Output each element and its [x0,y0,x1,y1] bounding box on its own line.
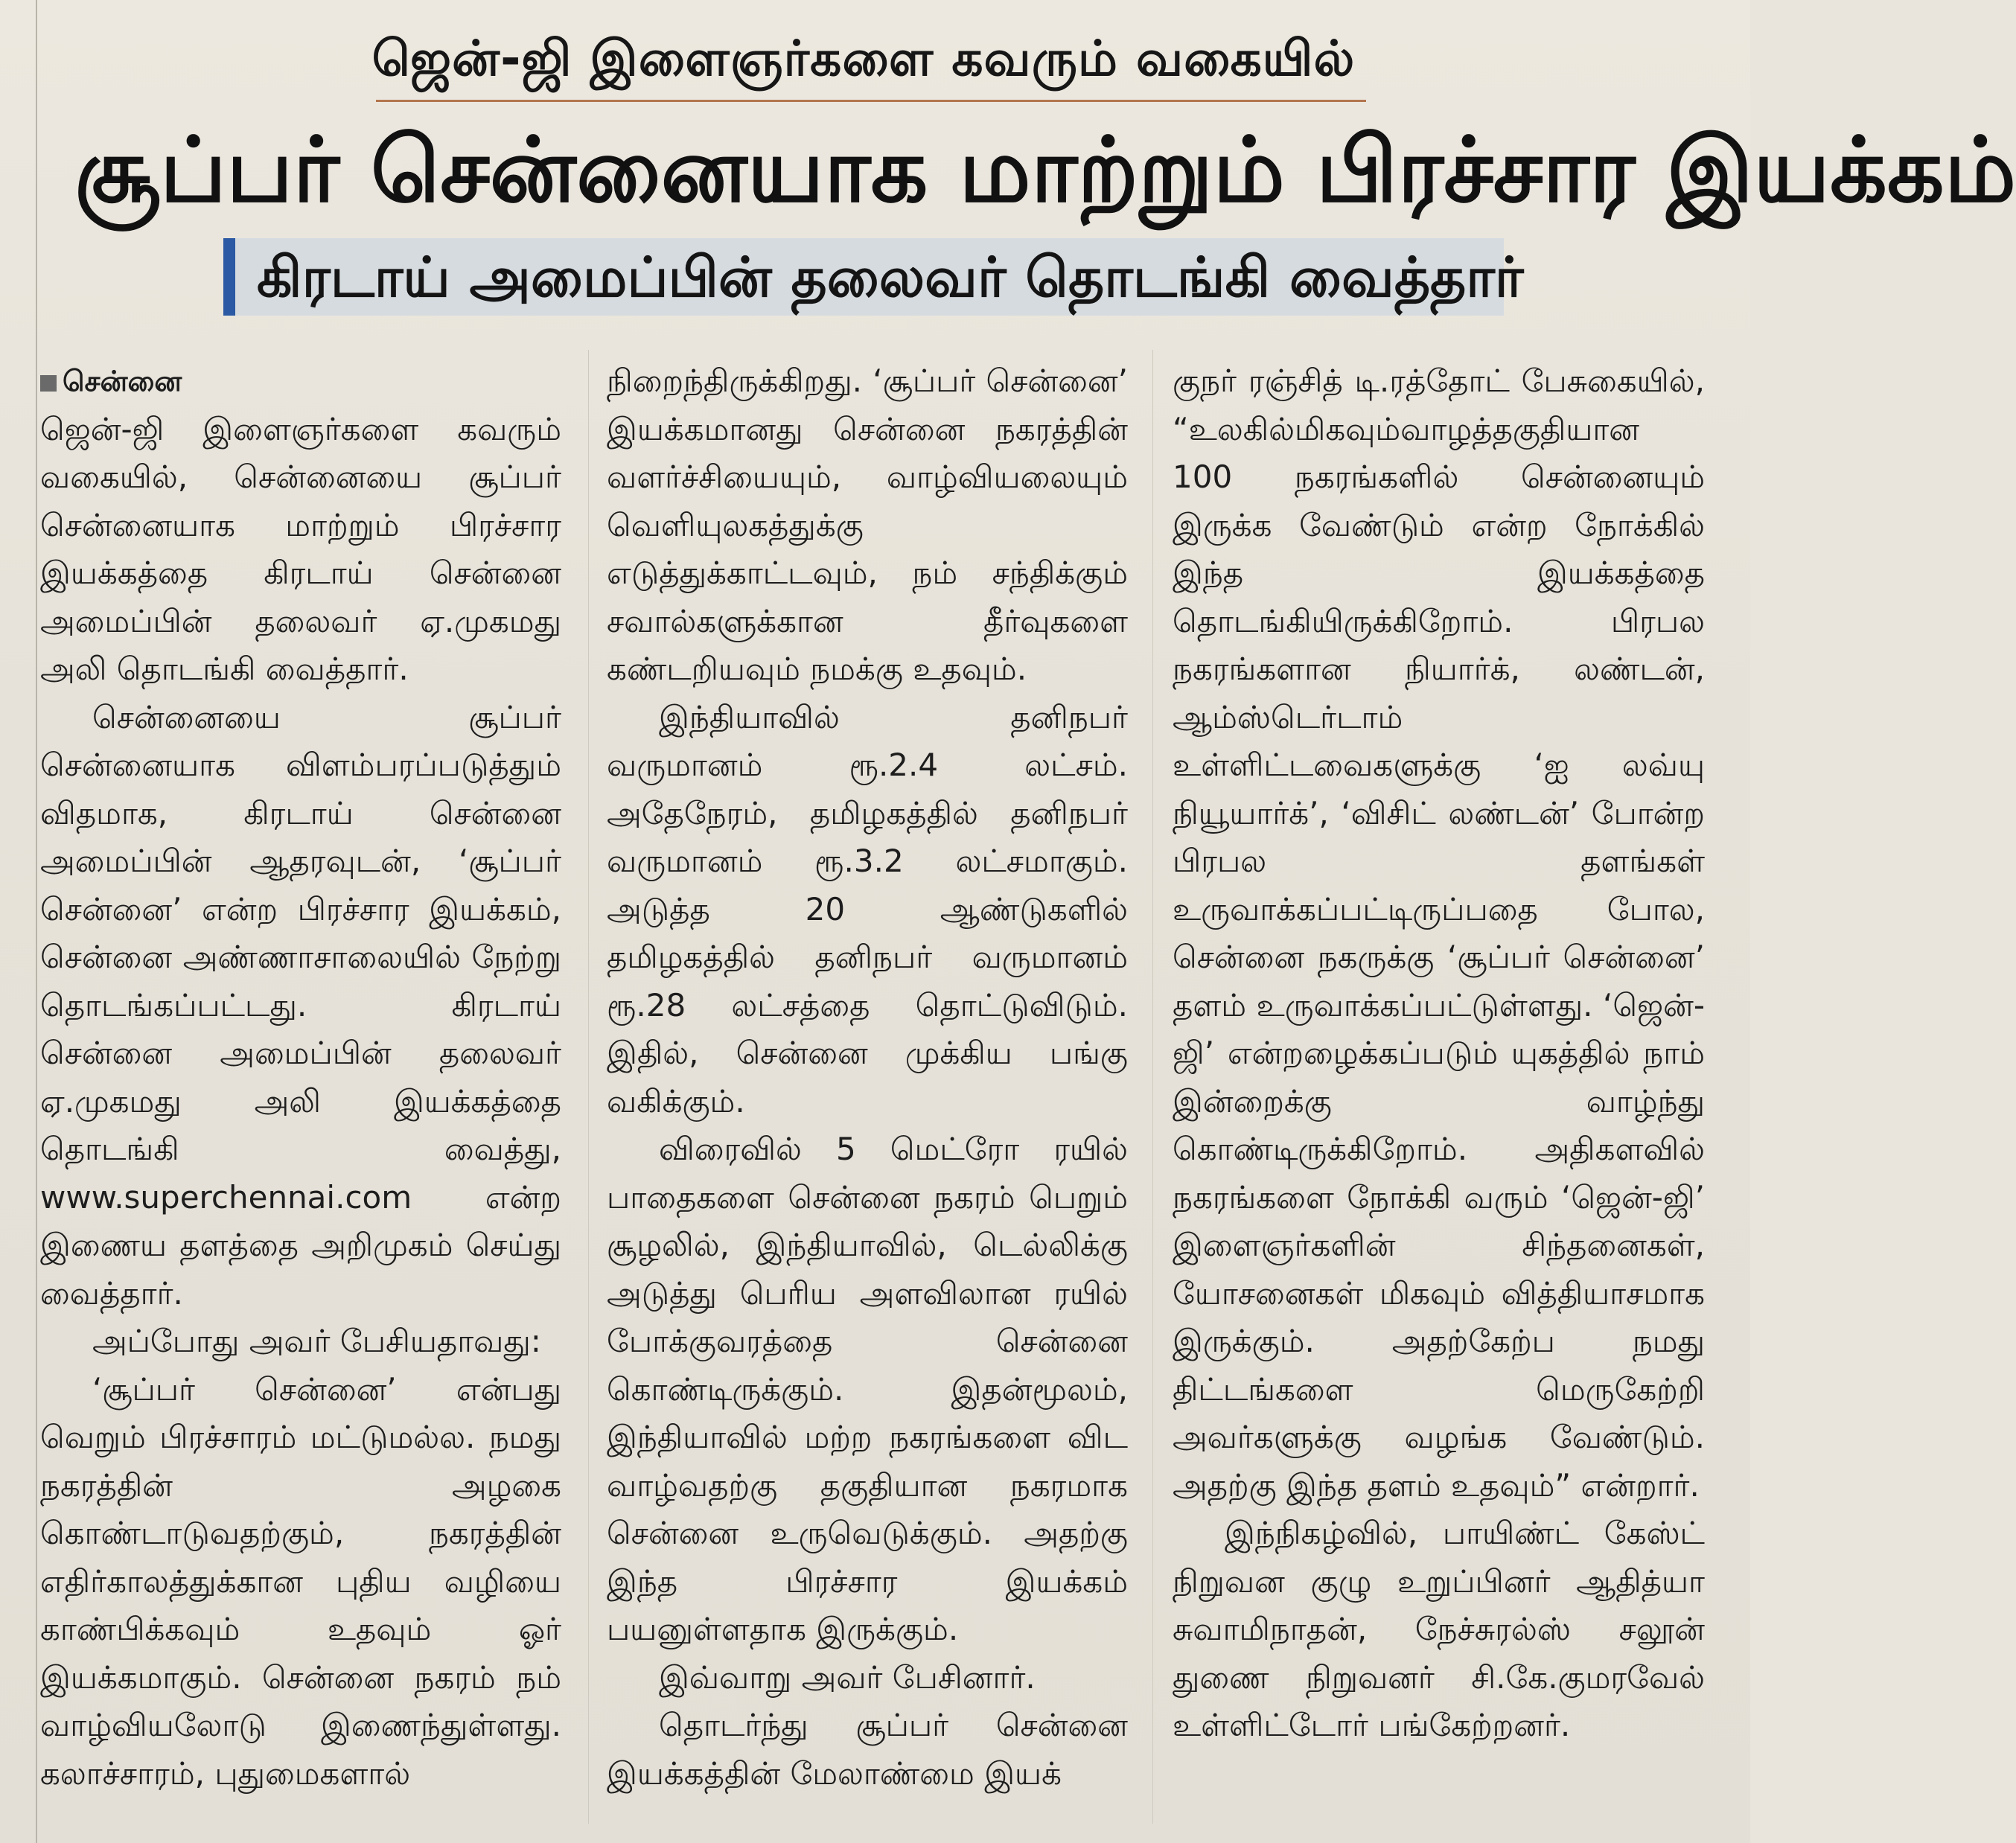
paragraph: சென்னையை சூப்பர் சென்னையாக விளம்பரப்படுத்தும் விதமாக, கிரடாய் சென்னை அமைப்பின் ஆதரவுடன், ‘சூப்பர் சென்னை’ என்ற பிரச்சார இயக்கம், சென்னை அண்ணாசாலையில் நேற்று தொடங்கப்பட்டது. கிரடாய் சென்னை அமைப்பின் தலைவர் ஏ.முகமது அலி இயக்கத்தை தொடங்கி வைத்து, www.superchennai.com என்ற இணைய தளத்தை அறிமுகம் செய்து வைத்தார். [40,698,561,1312]
paragraph: நிறைந்திருக்கிறது. ‘சூப்பர் சென்னை’ இயக்கமானது சென்னை நகரத்தின் வளர்ச்சியையும், வாழ்வியலையும் வெளியுலகத்துக்கு எடுத்துக்காட்டவும், நம் சந்திக்கும் சவால்களுக்கான தீர்வுகளை கண்டறியவும் நமக்கு உதவும். [607,362,1128,687]
article-column-3 [1173,357,1705,1750]
column-divider [1152,350,1153,1824]
article-column-2 [607,357,1128,1798]
paragraph: இந்நிகழ்வில், பாயிண்ட் கேஸ்ட் நிறுவன குழு உறுப்பினர் ஆதித்யா சுவாமிநாதன், நேச்சுரல்ஸ் சலூன் துணை நிறுவனர் சி.கே.குமரவேல் உள்ளிட்டோர் பங்கேற்றனர். [1173,1515,1705,1743]
paragraph: இவ்வாறு அவர் பேசினார். [659,1658,1036,1696]
dateline [40,357,561,406]
column-divider [588,350,589,1824]
paragraph: தொடர்ந்து சூப்பர் சென்னை இயக்கத்தின் மேலாண்மை இயக் [607,1707,1128,1792]
paragraph: குநர் ரஞ்சித் டி.ரத்தோட் பேசுகையில், “உலகில்மிகவும்வாழத்தகுதியான 100 நகரங்களில் சென்னையும் இருக்க வேண்டும் என்ற நோக்கில் இந்த இயக்கத்தை தொடங்கியிருக்கிறோம். பிரபல நகரங்களான நியார்க், லண்டன், ஆம்ஸ்டெர்டாம் உள்ளிட்டவைகளுக்கு ‘ஐ லவ்யு நியூயார்க்’, ‘விசிட் லண்டன்’ போன்ற பிரபல தளங்கள் உருவாக்கப்பட்டிருப்பதை போல, சென்னை நகருக்கு ‘சூப்பர் சென்னை’ தளம் உருவாக்கப்பட்டுள்ளது. ‘ஜென்-ஜி’ என்றழைக்கப்படும் யுகத்தில் நாம் இன்றைக்கு வாழ்ந்து கொண்டிருக்கிறோம். அதிகளவில் நகரங்களை நோக்கி வரும் ‘ஜென்-ஜி’ இளைஞர்களின் சிந்தனைகள், யோசனைகள் மிகவும் வித்தியாசமாக இருக்கும். அதற்கேற்ப நமது திட்டங்களை மெருகேற்றி அவர்களுக்கு வழங்க வேண்டும். அதற்கு இந்த தளம் உதவும்” என்றார். [1173,362,1705,1504]
article-column-1 [40,357,561,1798]
subheadline-accent-bar [223,238,235,316]
article-kicker: ஜென்-ஜி இளைஞர்களை கவரும் வகையில் [371,30,1356,87]
kicker-divider [376,100,1366,102]
dateline-text: சென்னை [63,365,182,397]
paragraph: ஜென்-ஜி இளைஞர்களை கவரும் வகையில், சென்னையை சூப்பர் சென்னையாக மாற்றும் பிரச்சார இயக்கத்தை கிரடாய் சென்னை அமைப்பின் தலைவர் ஏ.முகமது அலி தொடங்கி வைத்தார். [40,410,561,687]
article-headline: சூப்பர் சென்னையாக மாற்றும் பிரச்சார இயக்கம் [74,119,2016,223]
paragraph: விரைவில் 5 மெட்ரோ ரயில் பாதைகளை சென்னை நகரம் பெறும் சூழலில், இந்தியாவில், டெல்லிக்கு அடுத்து பெரிய அளவிலான ரயில் போக்குவரத்தை சென்னை கொண்டிருக்கும். இதன்மூலம், இந்தியாவில் மற்ற நகரங்களை விட வாழ்வதற்கு தகுதியான நகரமாக சென்னை உருவெடுக்கும். அதற்கு இந்த பிரச்சார இயக்கம் பயனுள்ளதாக இருக்கும். [607,1131,1128,1647]
paragraph: இந்தியாவில் தனிநபர் வருமானம் ரூ.2.4 லட்சம். அதேநேரம், தமிழகத்தில் தனிநபர் வருமானம் ரூ.3.2 லட்சமாகும். அடுத்த 20 ஆண்டுகளில் தமிழகத்தில் தனிநபர் வருமானம் ரூ.28 லட்சத்தை தொட்டுவிடும். இதில், சென்னை முக்கிய பங்கு வகிக்கும். [607,698,1128,1119]
paragraph: அப்போது அவர் பேசியதாவது: [92,1323,541,1359]
dateline-square-icon [40,375,57,392]
page-margin-line [36,0,37,1843]
article-subheadline: கிரடாய் அமைப்பின் தலைவர் தொடங்கி வைத்தார் [257,246,1524,310]
paragraph: ‘சூப்பர் சென்னை’ என்பது வெறும் பிரச்சாரம் மட்டுமல்ல. நமது நகரத்தின் அழகை கொண்டாடுவதற்கும், நகரத்தின் எதிர்காலத்துக்கான புதிய வழியை காண்பிக்கவும் உதவும் ஓர் இயக்கமாகும். சென்னை நகரம் நம் வாழ்வியலோடு இணைந்துள்ளது. கலாச்சாரம், புதுமைகளால் [40,1370,561,1792]
